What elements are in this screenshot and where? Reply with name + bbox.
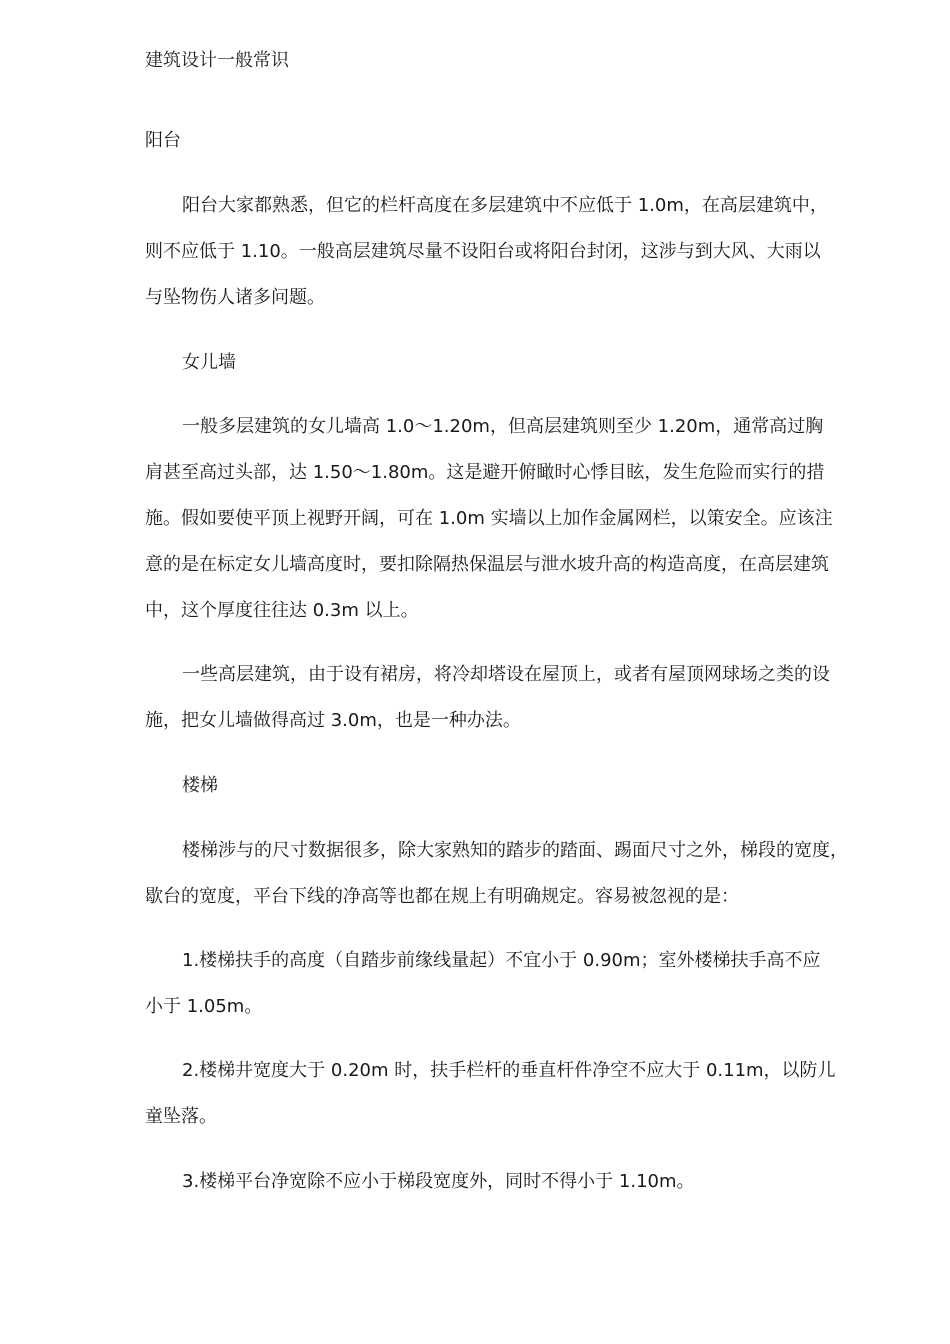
document-title: 建筑设计一般常识 (145, 50, 289, 71)
section-heading-balcony: 阳台 (145, 130, 181, 151)
paragraph-line: 2.楼梯井宽度大于 0.20m 时，扶手栏杆的垂直杆件净空不应大于 0.11m，以防儿 (182, 1060, 836, 1081)
section-heading-parapet: 女儿墙 (182, 352, 236, 373)
paragraph-line: 中，这个厚度往往达 0.3m 以上。 (145, 600, 419, 621)
paragraph-line: 3.楼梯平台净宽除不应小于梯段宽度外，同时不得小于 1.10m。 (182, 1171, 695, 1192)
paragraph-line: 楼梯涉与的尺寸数据很多，除大家熟知的踏步的踏面、踢面尺寸之外，梯段的宽度， (182, 840, 848, 861)
paragraph-line: 与坠物伤人诸多问题。 (145, 287, 325, 308)
paragraph-line: 施，把女儿墙做得高过 3.0m，也是一种办法。 (145, 710, 521, 731)
paragraph-line: 小于 1.05m。 (145, 996, 263, 1017)
paragraph-line: 一些高层建筑，由于设有裙房，将冷却塔设在屋顶上，或者有屋顶网球场之类的设 (182, 664, 830, 685)
paragraph-line: 一般多层建筑的女儿墙高 1.0～1.20m，但高层建筑则至少 1.20m，通常高过胸 (182, 416, 824, 437)
paragraph-line: 歇台的宽度，平台下线的净高等也都在规上有明确规定。容易被忽视的是： (145, 886, 739, 907)
paragraph-line: 则不应低于 1.10。一般高层建筑尽量不设阳台或将阳台封闭，这涉与到大风、大雨以 (145, 241, 821, 262)
paragraph-line: 肩甚至高过头部，达 1.50～1.80m。这是避开俯瞰时心悸目眩，发生危险而实行的措 (145, 462, 825, 483)
paragraph-line: 施。假如要使平顶上视野开阔，可在 1.0m 实墙以上加作金属网栏，以策安全。应该注 (145, 508, 833, 529)
paragraph-line: 意的是在标定女儿墙高度时，要扣除隔热保温层与泄水坡升高的构造高度，在高层建筑 (145, 554, 829, 575)
paragraph-line: 阳台大家都熟悉，但它的栏杆高度在多层建筑中不应低于 1.0m，在高层建筑中， (182, 195, 828, 216)
paragraph-line: 童坠落。 (145, 1106, 217, 1127)
paragraph-line: 1.楼梯扶手的高度（自踏步前缘线量起）不宜小于 0.90m；室外楼梯扶手高不应 (182, 950, 821, 971)
section-heading-stairs: 楼梯 (182, 775, 218, 796)
